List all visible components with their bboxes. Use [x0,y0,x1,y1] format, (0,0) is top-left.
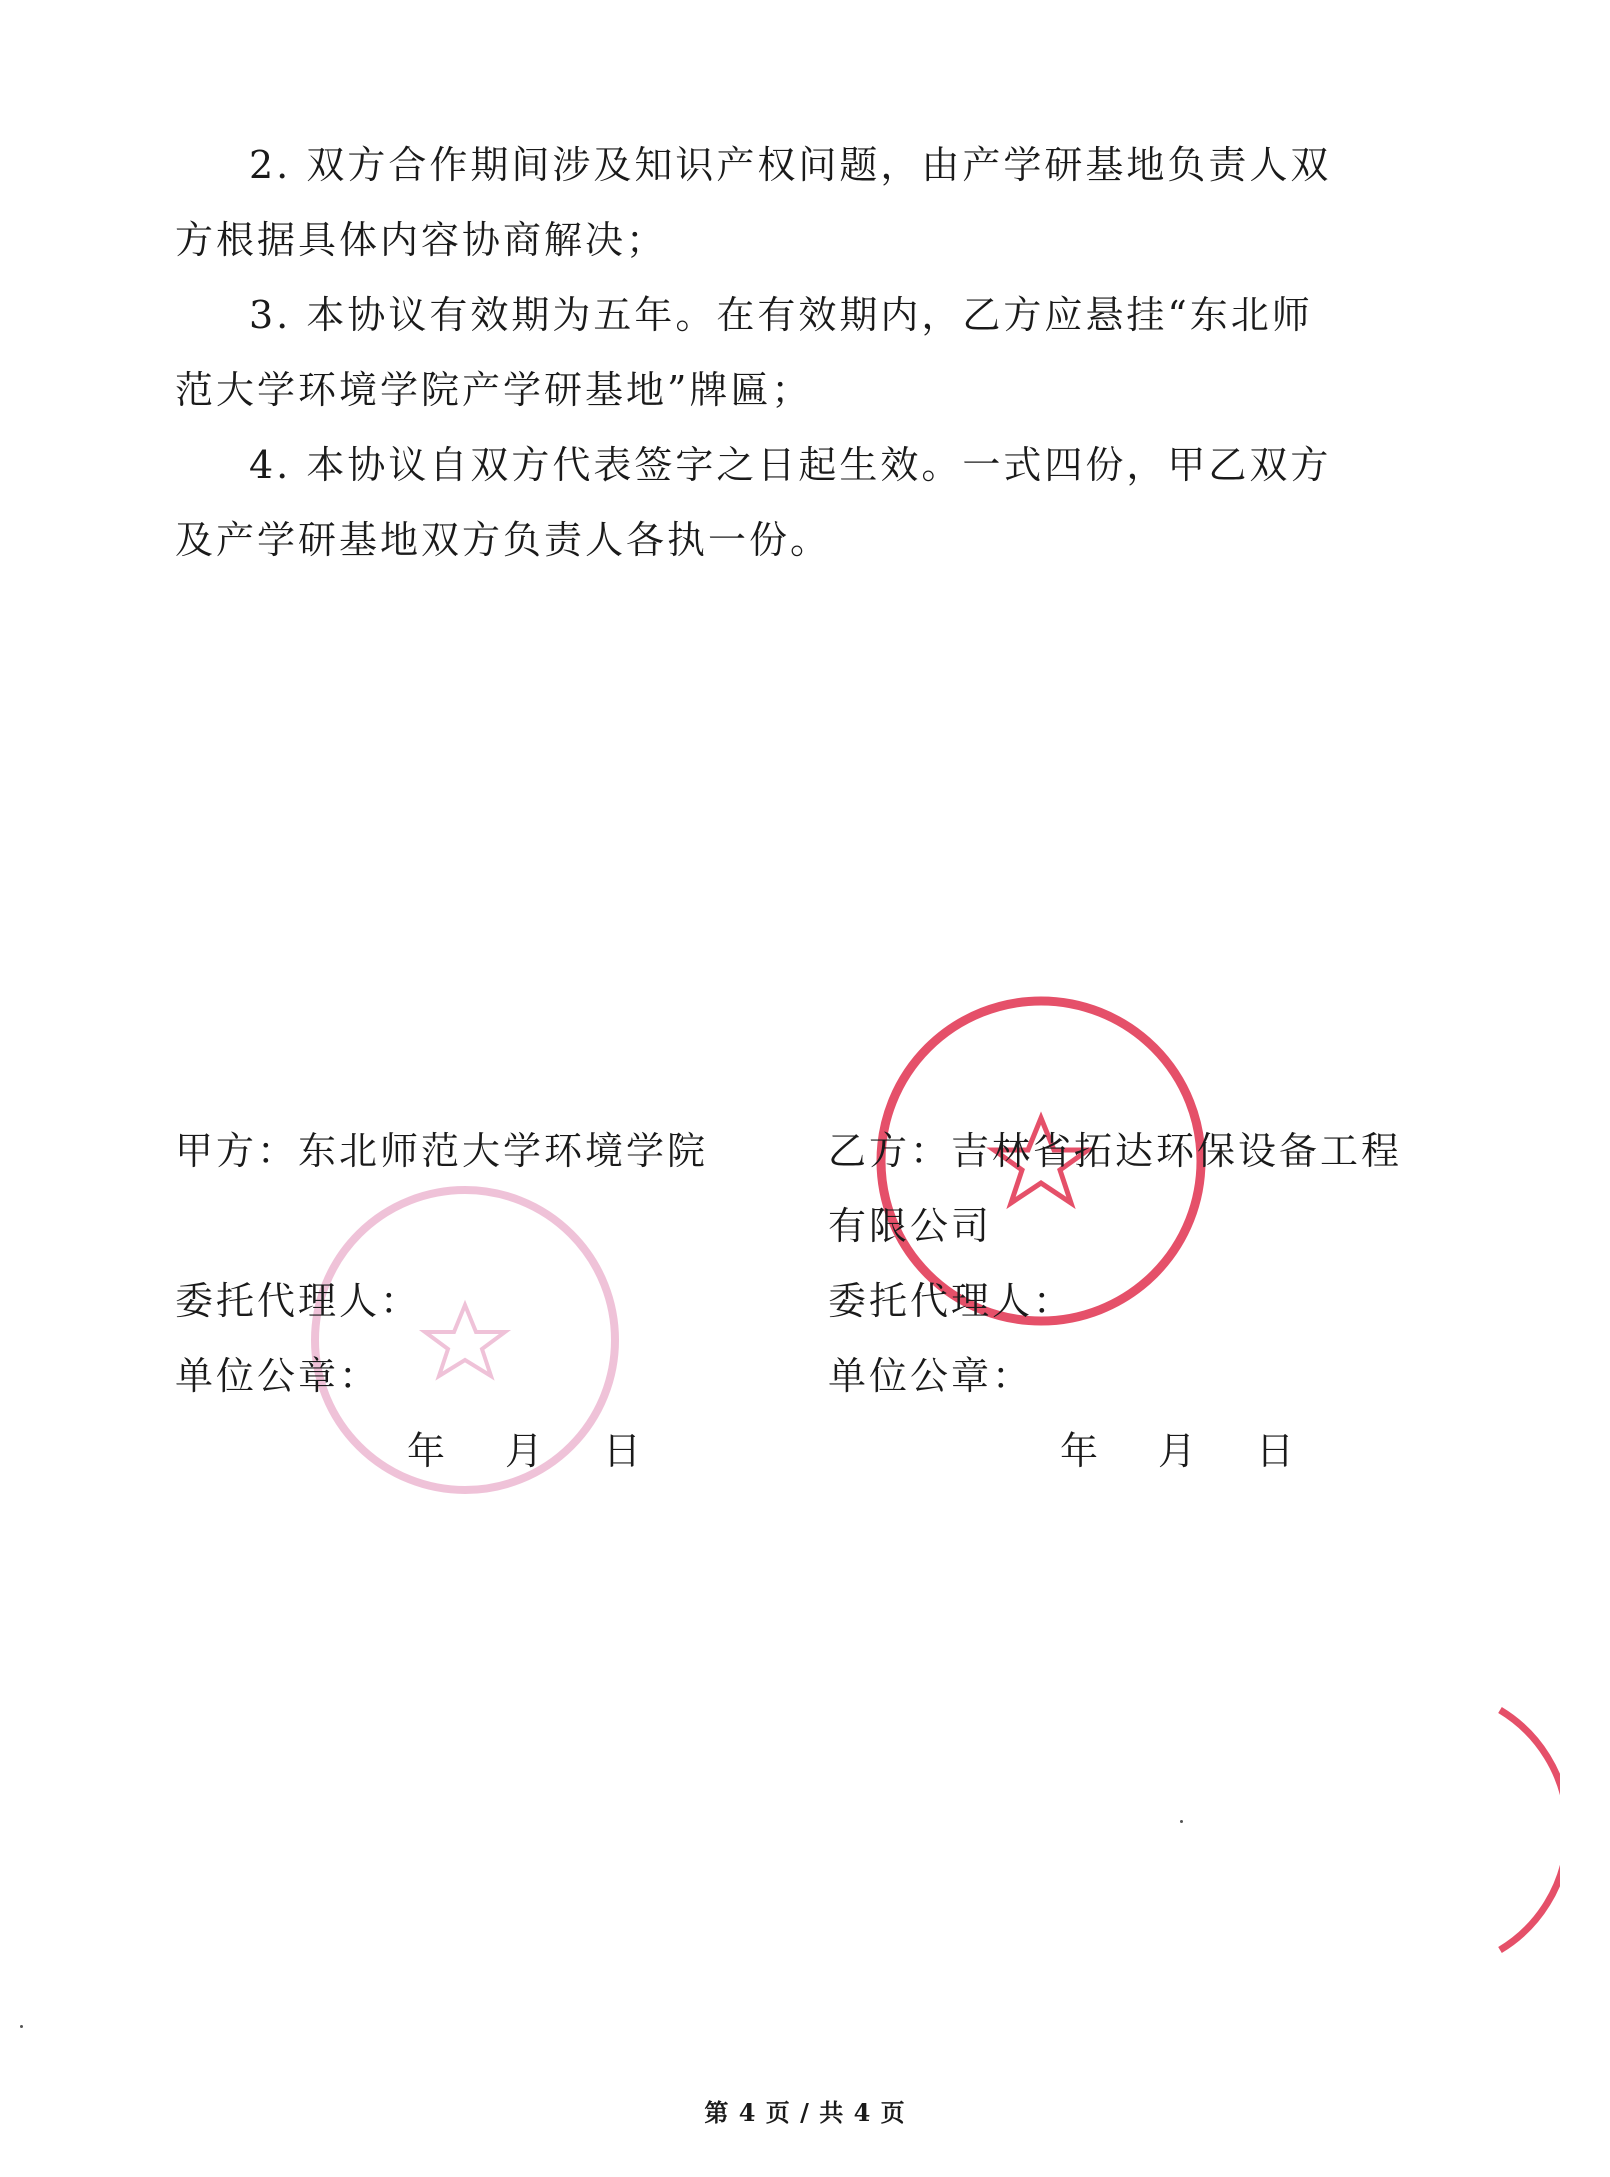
party-a-agent-label: 委托代理人： [175,1279,422,1323]
party-b-seal-label: 单位公章： [828,1354,1034,1398]
clause-2 [175,128,1335,278]
clause-3 [175,278,1335,428]
party-a-date-month: 月 [505,1429,547,1473]
party-b-date-year: 年 [1060,1429,1102,1473]
party-a-seal-stamp [305,1180,625,1500]
party-b-date-day: 日 [1256,1429,1298,1473]
party-a-date-year: 年 [407,1429,449,1473]
scan-speck [1180,1820,1183,1823]
party-b-agent-label: 委托代理人： [828,1279,1075,1323]
page-number-footer: 第 4 页 / 共 4 页 [704,2098,906,2127]
edge-seal-stamp [1440,1700,1560,1960]
party-a-seal-label: 单位公章： [175,1354,381,1398]
party-a-date-day: 日 [603,1429,645,1473]
party-a-name: 甲方：东北师范大学环境学院 [175,1129,709,1173]
clause-2-text: 2. 双方合作期间涉及知识产权问题，由产学研基地负责人双方根据具体内容协商解决； [175,143,1332,262]
clause-4-text: 4. 本协议自双方代表签字之日起生效。一式四份，甲乙双方及产学研基地双方负责人各执一份。 [175,443,1332,562]
clause-4 [175,428,1335,578]
clause-3-text: 3. 本协议有效期为五年。在有效期内，乙方应悬挂“东北师范大学环境学院产学研基地”牌匾； [175,293,1313,412]
party-b-name-line-2: 有限公司 [828,1204,993,1248]
party-b-name-line-1: 乙方：吉林省拓达环保设备工程 [828,1129,1403,1173]
scan-speck [20,2025,23,2028]
party-b-date-month: 月 [1158,1429,1200,1473]
